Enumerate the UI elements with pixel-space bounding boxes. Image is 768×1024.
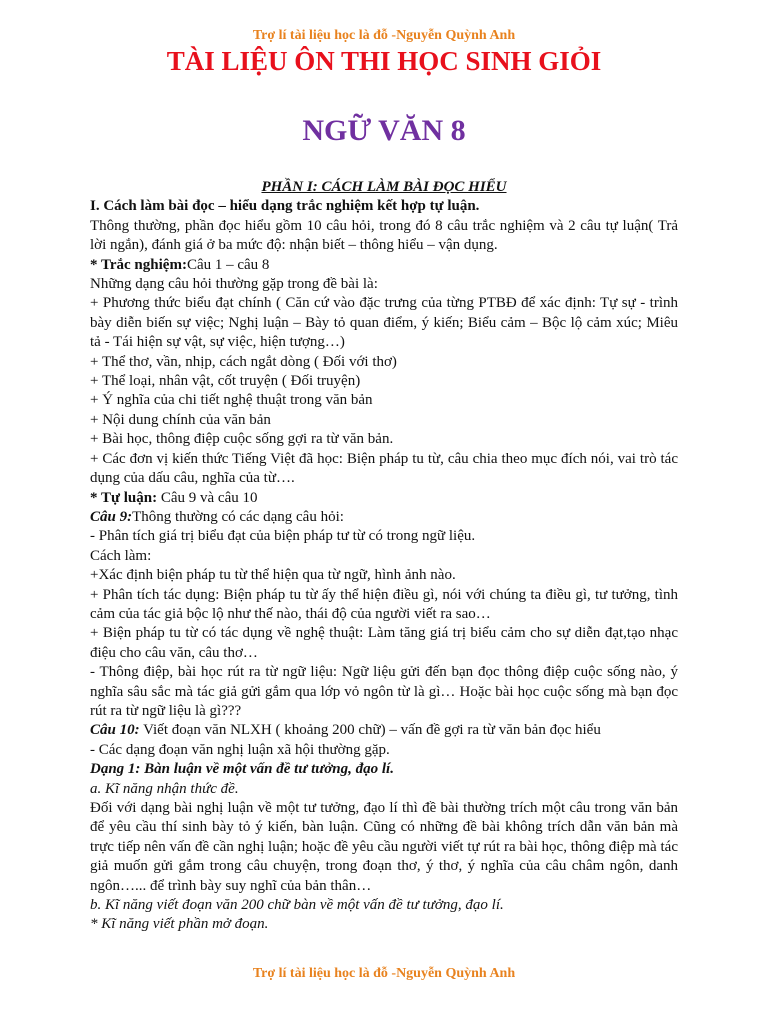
document-title: TÀI LIỆU ÔN THI HỌC SINH GIỎI xyxy=(166,46,602,76)
question-type-item: + Các đơn vị kiến thức Tiếng Việt đã học: Biện pháp tu từ, câu chia theo mục đích nói, vai trò tác dụng của dấu câu, nghĩa của từ…. xyxy=(90,450,678,487)
question-type-item: + Ý nghĩa của chi tiết nghệ thuật trong văn bản xyxy=(90,392,373,409)
cau9-line xyxy=(90,508,678,527)
page-header: Trợ lí tài liệu học là đỗ -Nguyễn Quỳnh Anh xyxy=(252,28,516,43)
part-heading: PHẦN I: CÁCH LÀM BÀI ĐỌC HIỂU xyxy=(261,179,507,195)
dang1-heading: Dạng 1: Bàn luận về một vấn đề tư tưởng, đạo lí. xyxy=(90,761,394,778)
cau9-item: + Biện pháp tu từ có tác dụng về nghệ thuật: Làm tăng giá trị biểu cảm cho sự diễn đạt,tạo nhạc điệu cho câu văn, câu thơ… xyxy=(90,625,678,661)
tu-luan-line xyxy=(90,489,678,508)
section-heading: I. Cách làm bài đọc – hiểu dạng trắc nghiệm kết hợp tự luận. xyxy=(90,198,480,215)
trac-nghiem-label: * Trắc nghiệm: xyxy=(90,256,187,273)
document-body xyxy=(90,178,678,935)
cau9-item: Cách làm: xyxy=(90,547,152,564)
question-type-item: + Thể loại, nhân vật, cốt truyện ( Đối truyện) xyxy=(90,373,361,390)
page-footer: Trợ lí tài liệu học là đỗ -Nguyễn Quỳnh Anh xyxy=(252,966,516,981)
cau9-item: + Phân tích tác dụng: Biện pháp tu từ ấy thể hiện điều gì, nói với chúng ta điều gì, tư tưởng, tình cảm của tác giả bộc lộ như thế nào, thái độ của người viết ra sao… xyxy=(90,586,678,622)
skill-b-sub: * Kĩ năng viết phần mở đoạn. xyxy=(90,916,269,933)
cau9-text: Thông thường có các dạng câu hỏi: xyxy=(132,508,344,525)
cau9-item: +Xác định biện pháp tu từ thể hiện qua từ ngữ, hình ảnh nào. xyxy=(90,567,456,584)
trac-nghiem-line xyxy=(90,256,678,275)
cau9-label: Câu 9: xyxy=(90,508,133,525)
skill-a-heading: a. Kĩ năng nhận thức đề. xyxy=(90,780,239,797)
question-type-item: + Phương thức biểu đạt chính ( Căn cứ vào đặc trưng của từng PTBĐ để xác định: Tự sự - trình bày diễn biến sự việc; Nghị luận – Bày tỏ quan điểm, ý kiến; Biểu cảm – Bộc lộ cảm xúc; Miêu tả - Tái hiện sự vật, sự việc, hiện tượng…) xyxy=(90,295,678,351)
cau10-label: Câu 10: xyxy=(90,722,140,739)
question-type-item: + Bài học, thông điệp cuộc sống gợi ra từ văn bản. xyxy=(90,431,394,448)
trac-nghiem-value: Câu 1 – câu 8 xyxy=(186,256,270,273)
tu-luan-label: * Tự luận: xyxy=(90,489,158,506)
question-type-item: + Nội dung chính của văn bản xyxy=(90,411,271,428)
cau9-item: - Thông điệp, bài học rút ra từ ngữ liệu: Ngữ liệu gửi đến bạn đọc thông điệp cuộc sống nào, ý nghĩa sâu sắc mà tác giả gửi gắm qua lớp vỏ ngôn từ là gì… Hoặc bài học cuộc sống mà bạn đọc rút ra từ ngữ liệu là gì??? xyxy=(90,664,678,719)
cau9-item: - Phân tích giá trị biểu đạt của biện pháp tư từ có trong ngữ liệu. xyxy=(90,528,476,545)
question-types-intro: Những dạng câu hỏi thường gặp trong đề bài là: xyxy=(90,276,378,293)
question-type-item: + Thể thơ, vần, nhịp, cách ngắt dòng ( Đối với thơ) xyxy=(90,353,397,370)
intro-paragraph: Thông thường, phần đọc hiểu gồm 10 câu hỏi, trong đó 8 câu trắc nghiệm và 2 câu tự luận( Trả lời ngắn), đánh giá ở ba mức độ: nhận biết – thông hiểu – vận dụng. xyxy=(90,217,678,254)
cau10-line xyxy=(90,721,678,740)
cau10-sub: - Các dạng đoạn văn nghị luận xã hội thường gặp. xyxy=(90,741,390,758)
skill-b-heading: b. Kĩ năng viết đoạn văn 200 chữ bàn về một vấn đề tư tưởng, đạo lí. xyxy=(90,897,504,914)
cau10-text: Viết đoạn văn NLXH ( khoảng 200 chữ) – vấn đề gợi ra từ văn bản đọc hiểu xyxy=(139,722,601,739)
tu-luan-value: Câu 9 và câu 10 xyxy=(157,489,258,506)
subject-title: NGỮ VĂN 8 xyxy=(302,114,466,147)
skill-a-paragraph: Đối với dạng bài nghị luận về một tư tưởng, đạo lí thì đề bài thường trích một câu trong văn bản để yêu cầu thí sinh bày tỏ ý kiến, bàn luận. Cũng có những đề bài không trích dẫn văn bản mà trực tiếp nên vấn đề cần nghị luận; hoặc đề yêu cầu người viết tự rút ra bài học, thông điệp mà tác giả muốn gửi gắm trong câu chuyện, trong đoạn thơ, ý thơ, ý nghĩa của câu châm ngôn, danh ngôn…... để trình bày suy nghĩ của bản thân… xyxy=(90,800,678,894)
